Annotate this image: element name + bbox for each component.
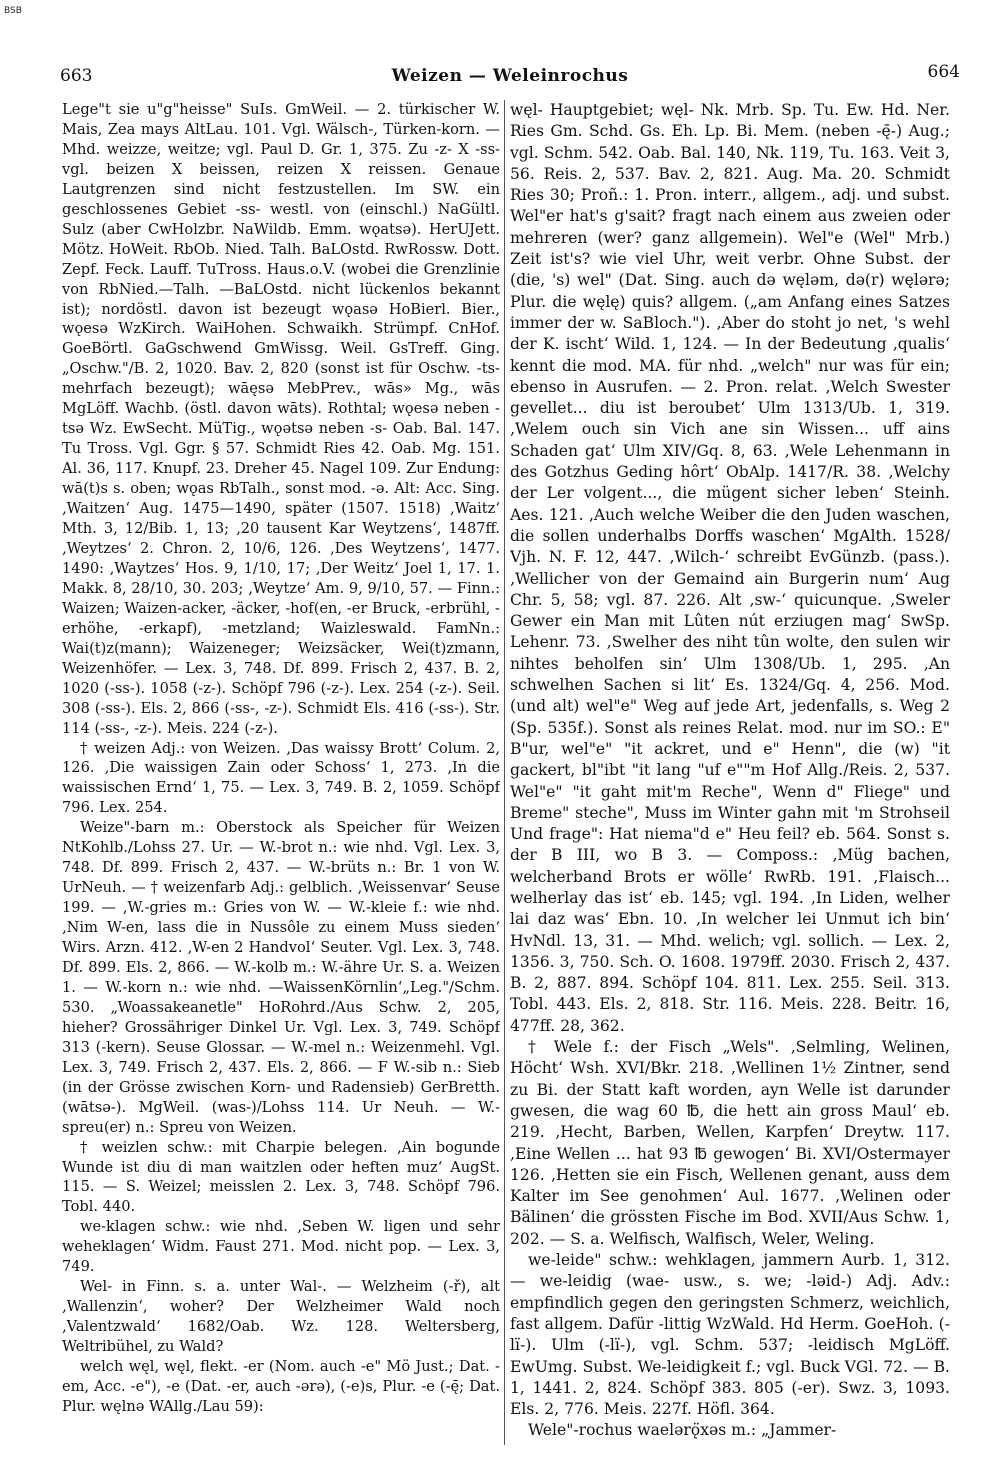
library-stamp: BSB: [4, 6, 22, 16]
entry-paragraph: † weizen Adj.: von Weizen. ‚Das waissy Brott‘ Colum. 2, 126. ‚Die waissigen Zain oder Schoss‘ 1, 273. ‚In die waissischen Ernd‘ 1, 75. — Lex. 3, 749. B. 2, 1059. Schöpf 796. Lex. 254.: [62, 739, 500, 817]
entry-paragraph: Lege"t sie u"g"heisse" SuIs. GmWeil. — 2. türkischer W. Mais, Zea mays AltLau. 101. Vgl. Wälsch-, Türken-korn. — Mhd. weizze, weitze; vgl. Paul D. Gr. 1, 375. Zu -z- X -ss- vgl. beizen X beissen, reizen X reissen. Genaue Lautgrenzen sind nicht festzustellen. Im SW. ein geschlossenes Gebiet -ss- westl. von (einschl.) NaGültl. Sulz (aber CwHolzbr. NaWildb. Emm. wǫatsə). HerUJett. Mötz. HoWeit. RbOb. Nied. Talh. BaLOstd. RwRossw. Dott. Zepf. Feck. Lauff. TuTross. Haus.o.V. (wobei die Grenzlinie von RbNied.—Talh. —BaLOstd. nicht lückenlos bekannt ist); nordöstl. davon ist bezeugt wǫasə HoBierl. Bier., wǫesə WzKirch. WaiHohen. Schwaikh. Strümpf. CnHof. GoeBörtl. GaGschwend GmWissg. Weil. GsTreff. Ging. „Oschw."/B. 2, 1020. Bav. 2, 820 (sonst ist für Oschw. -ts- mehrfach bezeugt); wāęsə MebPrev., wās» Mg., wās MgLöff. Wachb. (östl. davon wāts). Rothtal; wǫesə neben -tsə Wz. EwSecht. MüTig., wǫətsə neben -s- Oab. Bal. 147. Tu Tross. Vgl. Ggr. § 57. Schmidt Ries 42. Oab. Mg. 151. Al. 36, 117. Knupf. 23. Dreher 45. Nagel 109. Zur Endung: wā(t)s s. oben; wǫas RbTalh., sonst mod. -ə. Alt: Acc. Sing. ‚Waitzen‘ Aug. 1475—1490, später (1507. 1518) ‚Waitz‘ Mth. 3, 12/Bib. 1, 13; ‚20 tausent Kar Weytzens‘, 1487ff. ‚Weytzes‘ 2. Chron. 2, 10/6, 126. ‚Des Weytzens‘, 1477. 1490: ‚Waytzes‘ Hos. 9, 1/10, 17; ‚Der Weitz‘ Joel 1, 17. 1. Makk. 8, 28/10, 30. 203; ‚Weytze‘ Am. 9, 9/10, 57. — Finn.: Waizen; Waizen-acker, -äcker, -hof(en, -er Bruck, -erbrühl, -erhöhe, -erkapf), -metzland; Waizleswald. FamNn.: Wai(t)z(mann); Waizeneger; Weizsäcker, Wei(t)zmann, Weizenhöfer. — Lex. 3, 748. Df. 899. Frisch 2, 437. B. 2, 1020 (-ss-). 1058 (-z-). Schöpf 796 (-z-). Lex. 254 (-z-). Seil. 308 (-ss-). Els. 2, 866 (-ss-, -z-). Schmidt Els. 416 (-ss-). Str. 114 (-ss-, -z-). Meis. 224 (-z-).: [62, 101, 500, 737]
entry-paragraph: † weizlen schw.: mit Charpie belegen. ‚Ain bogunde Wunde ist diu di man waitzlen oder heften muz‘ AugSt. 115. — S. Weizel; meisslen 2. Lex. 3, 748. Schöpf 796. Tobl. 440.: [62, 1138, 500, 1216]
page-header: [60, 62, 960, 92]
entry-paragraph: Weize"-barn m.: Oberstock als Speicher für Weizen NtKohlb./Lohss 27. Ur. — W.-brot n.: wie nhd. Vgl. Lex. 3, 748. Df. 899. Frisch 2, 437. — W.-brüts n.: Br. 1 von W. UrNeuh. — † weizenfarb Adj.: gelblich. ‚Weissenvar‘ Seuse 199. — ,W.-gries m.: Gries von W. — W.-kleie f.: wie nhd. ‚Nim W-en, lass die in Nussôle zu einem Muss sieden‘ Wirs. Arzn. 412. ‚W-en 2 Handvol‘ Seuter. Vgl. Lex. 3, 748. Df. 899. Els. 2, 866. — W.-kolb m.: W.-ähre Ur. S. a. Weizen 1. — W.-korn n.: wie nhd. —WaissenKörnlin‘„Leg."/Schm. 530. „Woassakeanetle" HoRohrd./Aus Schw. 2, 205, hieher? Grossähriger Dinkel Ur. Vgl. Lex. 3, 749. Schöpf 313 (-kern). Seuse Glossar. — W.-mel n.: Weizenmehl. Vgl. Lex. 3, 749. Frisch 2, 437. Els. 2, 866. — F W.-sib n.: Sieb (in der Grösse zwischen Korn- und Radensieb) GerBretth. (wātsə-). MgWeil. (was-)/Lohss 114. Ur Neuh. — W.-spreu(er) n.: Spreu von Weizen.: [62, 819, 500, 1136]
entry-paragraph: Wel- in Finn. s. a. unter Wal-. — Welzheim (-ř), alt ‚Wallenzin‘, woher? Der Welzheimer Wald noch ‚Valentzwald‘ 1682/Oab. Wz. 128. Weltersberg, Weltribühel, zu Wald?: [62, 1278, 500, 1356]
right-column: [510, 100, 950, 1445]
column-divider: [504, 100, 505, 1445]
page-number-right: 664: [927, 62, 960, 82]
entry-paragraph: welch węl, węl, flekt. -er (Nom. auch -e" Mö Just.; Dat. -em, Acc. -e"), -e (Dat. -er, auch -ərə), (-e)s, Plur. -e (-ę̄; Dat. Plur. węlnə WAllg./Lau 59):: [62, 1358, 500, 1415]
entry-paragraph: we-klagen schw.: wie nhd. ‚Seben W. ligen und sehr weheklagen‘ Widm. Faust 271. Mod. nicht pop. — Lex. 3, 749.: [62, 1218, 500, 1276]
entry-paragraph: we-leide" schw.: wehklagen, jammern Aurb. 1, 312. — we-leidig (wae- usw., s. we; -ləid-) Adj. Adv.: empfindlich gegen den geringsten Schmerz, weichlich, fast allgem. Dafür -littig WzWald. Hd Herm. GoeHoh. (-lï-). Ulm (-lï-), vgl. Schm. 537; -leidisch MgLöff. EwUmg. Subst. We-leidigkeit f.; vgl. Buck VGl. 72. — B. 1, 1441. 2, 824. Schöpf 383. 805 (-er). Swz. 3, 1093. Els. 2, 776. Meis. 227f. Höfl. 364.: [510, 1251, 950, 1419]
entry-paragraph: węl- Hauptgebiet; węl- Nk. Mrb. Sp. Tu. Ew. Hd. Ner. Ries Gm. Schd. Gs. Eh. Lp. Bi. Mem. (neben -ę̄-) Aug.; vgl. Schm. 542. Oab. Bal. 140, Nk. 119, Tu. 163. Veit 3, 56. Reis. 2, 537. Bav. 2, 821. Aug. Ma. 20. Schmidt Ries 30; Proñ.: 1. Pron. interr., allgem., adj. und subst. Wel"er hat's g'sait? fragt nach einem aus zweien oder mehreren (wer? ganz allgemein). Wel"e (Wel" Mrb.) Zeit ist's? wie viel Uhr, weit verbr. Ohne Subst. der (die, 's) wel" (Dat. Sing. auch də węləm, də(r) węlərə; Plur. die węlę) quis? allgem. („am Anfang eines Satzes immer der w. SaBloch."). ‚Aber do stoht jo net, 's wehl der K. ischt‘ Wild. 1, 124. — In der Bedeutung ‚qualis‘ kennt die mod. MA. für nhd. „welch" nur was für ein; ebenso in Ausrufen. — 2. Pron. relat. ‚Welch Swester gevellet... diu ist beroubet‘ Ulm 1313/Ub. 1, 319. ‚Welem ouch sin Vich ane sin Wissen... uff ains Schaden gat‘ Ulm XIV/Gq. 8, 63. ‚Wele Lehenmann in des Gotzhus Geding hôrt‘ ObAlp. 1417/R. 38. ‚Welchy der Ler volgent..., die mügent sicher leben‘ Steinh. Aes. 121. ‚Auch welche Weiber die den Juden waschen, die sollen underhalbs Dorffs waschen‘ MgAlth. 1528/ Vjh. N. F. 12, 447. ‚Wilch-‘ schreibt EvGünzb. (pass.). ‚Wellicher von der Gemaind ain Burgerin num‘ Aug Chr. 5, 58; vgl. 87. 226. Alt ‚sw-‘ quicunque. ‚Sweler Gewer ein Man mit Lûten nút erziugen mag‘ SwSp. Lehenr. 73. ‚Swelher des niht tûn wolte, den sulen wir nihtes beholfen sin‘ Ulm 1308/Ub. 1, 295. ‚An schwelhen Sachen si lit‘ Es. 1324/Gq. 4, 256. Mod. (und alt) wel"e" Weg auf jede Art, jedenfalls, s. Weg 2 (Sp. 535f.). Sonst als reines Relat. mod. nur im SO.: E" B"ur, wel"e" "it ackret, und e" Henn", die (w) "it gackert, bl"ibt "it lang "uf e""m Hof Allg./Reis. 2, 537. Wel"e" "it gaht mit'm Reche", Wenn d" Fliege" und Breme" steche", Muss im Winter gahn mit 'm Strohseil Und frage": Hat niema"d e" Heu feil? eb. 564. Sonst s. der B III, wo B 3. — Composs.: ‚Müg bachen, welcherband Brots er wölle‘ RwRb. 191. ‚Flaisch... welherlay das ist‘ eb. 145; vgl. 194. ‚In Liden, welher lai daz was‘ Ebn. 10. ‚In welcher lei Unmut ich bin‘ HvNdl. 13, 31. — Mhd. welich; vgl. sollich. — Lex. 2, 1356. 3, 750. Sch. O. 1608. 1979ff. 2030. Frisch 2, 437. B. 2, 887. 894. Schöpf 104. 811. Lex. 255. Seil. 313. Tobl. 443. Els. 2, 818. Str. 116. Meis. 228. Beitr. 16, 477ff. 28, 362.: [510, 101, 950, 1035]
running-title: Weizen — Weleinrochus: [391, 66, 629, 86]
page-number-left: 663: [60, 66, 93, 86]
left-column: [62, 100, 500, 1445]
entry-paragraph: † Wele f.: der Fisch „Wels". ‚Selmling, Welinen, Höcht‘ Wsh. XVI/Bkr. 218. ‚Wellinen 1½ Zintner, send zu Bi. der Statt kaft worden, ayn Welle ist darunder gwesen, die wag 60 ℔, die hett ain gross Maul‘ eb. 219. ‚Hecht, Barben, Wellen, Karpfen‘ Dreytw. 117. ‚Eine Wellen ... hat 93 ℔ gewogen‘ Bi. XVI/Ostermayer 126. ‚Hetten sie ein Fisch, Wellenen genant, auss dem Kalter im See genohmen‘ Aul. 1677. ‚Welinen oder Bälinen‘ die grössten Fische im Bod. XVII/Aus Schw. 1, 202. — S. a. Welfisch, Walfisch, Weler, Weling.: [510, 1038, 950, 1248]
entry-paragraph: Wele"-rochus waelərǫ̈xəs m.: „Jammer-: [528, 1421, 837, 1440]
